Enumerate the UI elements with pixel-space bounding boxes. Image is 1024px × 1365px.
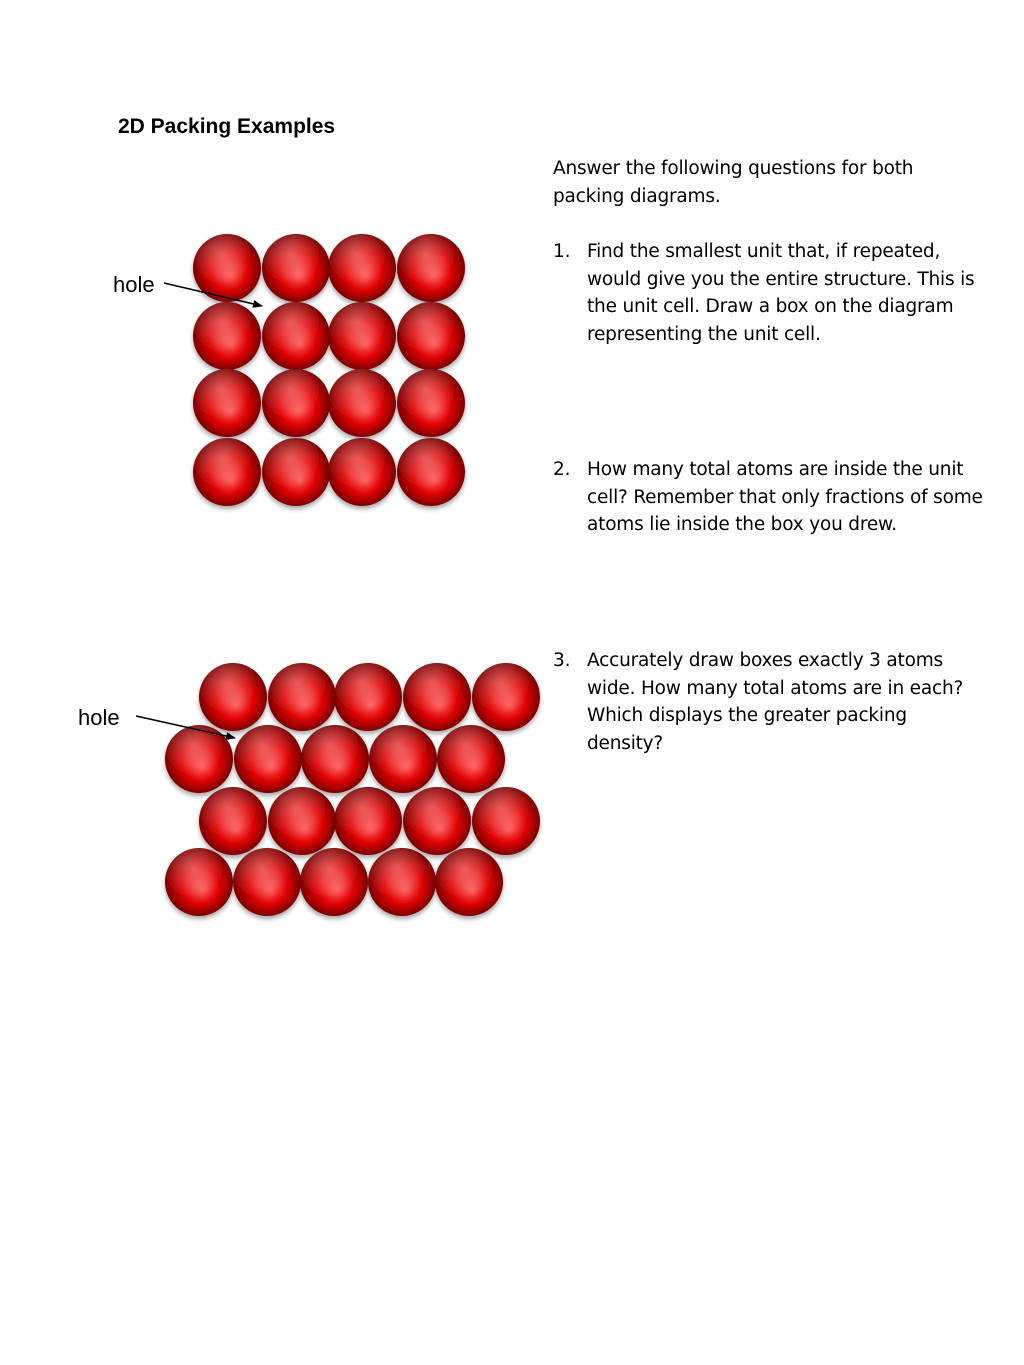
atom-square-r2-c2 xyxy=(262,302,330,370)
hex-packing-diagram xyxy=(165,663,540,916)
atom-square-r2-c3 xyxy=(328,302,396,370)
atom-hex-r1-c5 xyxy=(472,663,540,731)
question-2-text: How many total atoms are inside the unit cell? Remember that only fractions of some atoms lie inside the box you drew. xyxy=(587,459,983,535)
atom-square-r4-c2 xyxy=(262,438,330,506)
atom-square-r4-c3 xyxy=(328,438,396,506)
hole-label-square: hole xyxy=(113,272,155,297)
question-3-number: 3. xyxy=(553,650,571,671)
atom-hex-r3-c2 xyxy=(268,787,336,855)
intro-text: Answer the following questions for both packing diagrams. xyxy=(553,158,914,207)
hole-arrow-hex xyxy=(136,716,235,738)
questions-panel xyxy=(553,155,983,754)
question-3 xyxy=(553,647,983,757)
atom-square-r3-c2 xyxy=(262,369,330,437)
atom-hex-r4-c1 xyxy=(165,848,233,916)
atom-square-r4-c1 xyxy=(193,438,261,506)
atom-hex-r3-c3 xyxy=(334,787,402,855)
atom-square-r1-c4 xyxy=(397,234,465,302)
atom-hex-r4-c4 xyxy=(368,848,436,916)
question-1-number: 1. xyxy=(553,241,571,262)
question-1 xyxy=(553,238,983,348)
atom-square-r1-c2 xyxy=(262,234,330,302)
hole-arrow-square xyxy=(164,283,262,306)
atom-square-r2-c1 xyxy=(193,302,261,370)
question-1-text: Find the smallest unit that, if repeated, would give you the entire structure. This is the unit cell. Draw a box on the diagram representing the unit cell. xyxy=(587,241,975,345)
atom-hex-r1-c3 xyxy=(334,663,402,731)
atom-hex-r2-c1 xyxy=(165,725,233,793)
question-2 xyxy=(553,456,983,539)
atom-hex-r3-c4 xyxy=(403,787,471,855)
question-2-number: 2. xyxy=(553,459,571,480)
atom-hex-r1-c2 xyxy=(268,663,336,731)
atom-hex-r3-c1 xyxy=(199,787,267,855)
atom-hex-r2-c5 xyxy=(437,725,505,793)
atom-hex-r4-c5 xyxy=(435,848,503,916)
atom-hex-r1-c4 xyxy=(403,663,471,731)
atom-hex-r1-c1 xyxy=(199,663,267,731)
atom-hex-r4-c3 xyxy=(300,848,368,916)
atom-square-r1-c3 xyxy=(328,234,396,302)
atom-square-r3-c3 xyxy=(328,369,396,437)
question-3-text: Accurately draw boxes exactly 3 atoms wide. How many total atoms are in each? Which displays the greater packing density? xyxy=(587,650,964,754)
atom-square-r1-c1 xyxy=(193,234,261,302)
atom-square-r4-c4 xyxy=(397,438,465,506)
atom-hex-r2-c2 xyxy=(234,725,302,793)
atom-hex-r3-c5 xyxy=(472,787,540,855)
atom-hex-r2-c3 xyxy=(301,725,369,793)
square-packing-diagram xyxy=(193,234,465,506)
atom-square-r3-c1 xyxy=(193,369,261,437)
atom-square-r2-c4 xyxy=(397,302,465,370)
page-title: 2D Packing Examples xyxy=(118,115,336,138)
hole-label-hex: hole xyxy=(78,705,120,730)
atom-hex-r4-c2 xyxy=(233,848,301,916)
atom-hex-r2-c4 xyxy=(369,725,437,793)
atom-square-r3-c4 xyxy=(397,369,465,437)
